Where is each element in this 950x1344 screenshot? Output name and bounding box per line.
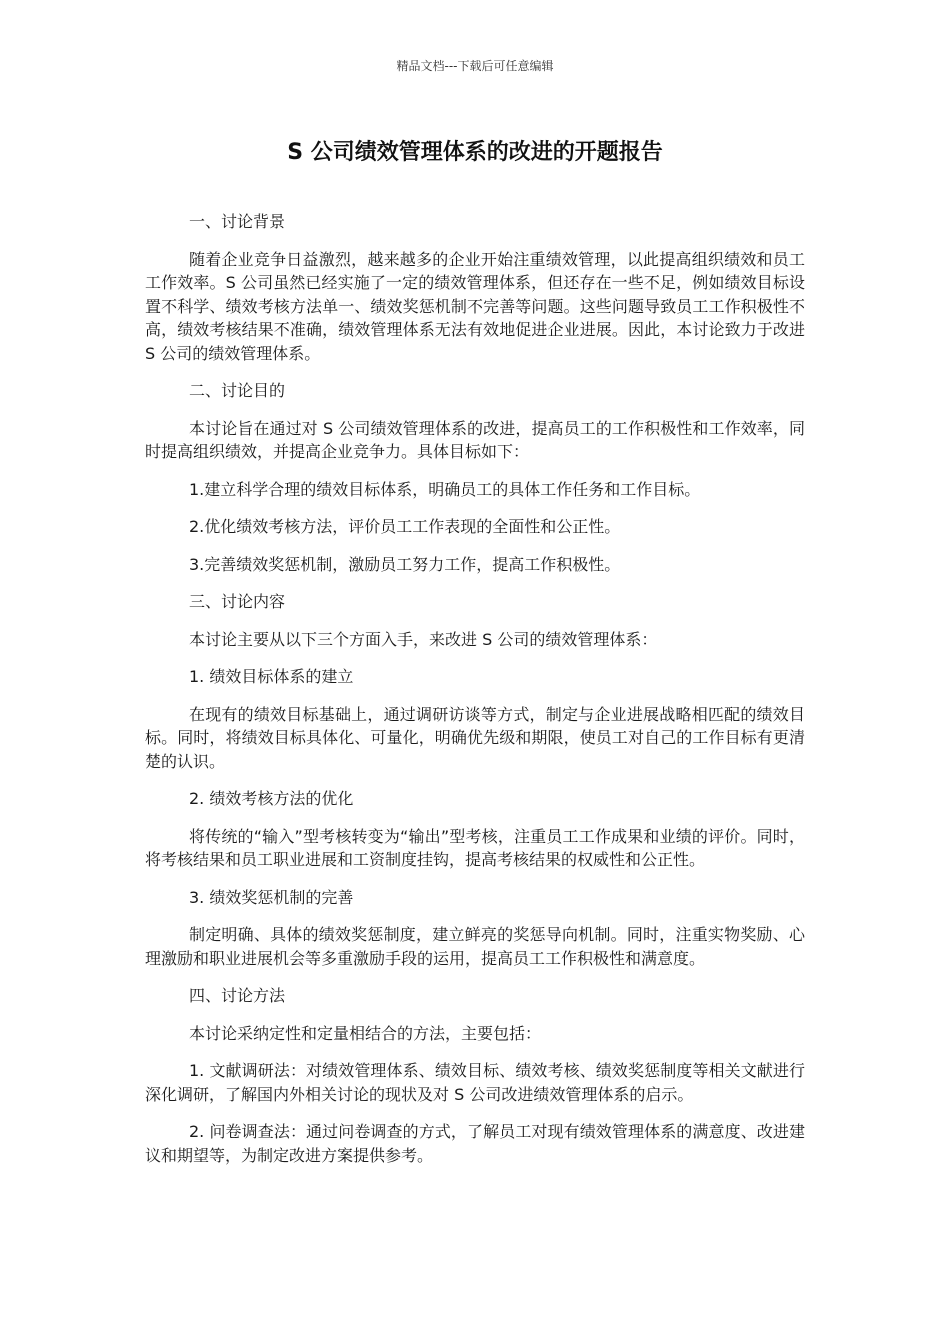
paragraph-background: 随着企业竞争日益激烈，越来越多的企业开始注重绩效管理，以此提高组织绩效和员工工作效率。S 公司虽然已经实施了一定的绩效管理体系，但还存在一些不足，例如绩效目标设置不科学、绩效考核方法单一、绩效奖惩机制不完善等问题。这些问题导致员工工作积极性不高，绩效考核结果不准确，绩效管理体系无法有效地促进企业进展。因此，本讨论致力于改进 S 公司的绩效管理体系。 xyxy=(145,249,805,363)
paragraph-content-intro: 本讨论主要从以下三个方面入手，来改进 S 公司的绩效管理体系： xyxy=(189,629,658,649)
section-heading-content: 三、讨论内容 xyxy=(189,592,286,611)
list-item-goal-1: 1.建立科学合理的绩效目标体系，明确员工的具体工作任务和工作目标。 xyxy=(189,479,701,499)
list-item-method-2: 2. 问卷调查法：通过问卷调查的方式，了解员工对现有绩效管理体系的满意度、改进建议和期望等，为制定改进方案提供参考。 xyxy=(145,1122,805,1165)
section-heading-purpose: 二、讨论目的 xyxy=(189,381,286,400)
list-item-method-1: 1. 文献调研法：对绩效管理体系、绩效目标、绩效考核、绩效奖惩制度等相关文献进行深化调研，了解国内外相关讨论的现状及对 S 公司改进绩效管理体系的启示。 xyxy=(145,1061,805,1104)
document-body xyxy=(145,210,805,1181)
section-heading-method: 四、讨论方法 xyxy=(189,986,286,1005)
paragraph-incentives: 制定明确、具体的绩效奖惩制度，建立鲜亮的奖惩导向机制。同时，注重实物奖励、心理激励和职业进展机会等多重激励手段的运用，提高员工工作积极性和满意度。 xyxy=(145,925,805,968)
subheading-goal-system: 1. 绩效目标体系的建立 xyxy=(189,667,354,686)
subheading-incentives: 3. 绩效奖惩机制的完善 xyxy=(189,887,354,907)
paragraph-purpose: 本讨论旨在通过对 S 公司绩效管理体系的改进，提高员工的工作积极性和工作效率，同时提高组织绩效，并提高企业竞争力。具体目标如下： xyxy=(145,418,805,461)
subheading-assessment: 2. 绩效考核方法的优化 xyxy=(189,789,354,808)
document-title: S 公司绩效管理体系的改进的开题报告 xyxy=(287,140,663,165)
section-heading-background: 一、讨论背景 xyxy=(189,212,286,231)
paragraph-assessment: 将传统的“输入”型考核转变为“输出”型考核，注重员工工作成果和业绩的评价。同时，将考核结果和员工职业进展和工资制度挂钩，提高考核结果的权威性和公正性。 xyxy=(145,826,805,869)
list-item-goal-2: 2.优化绩效考核方法，评价员工工作表现的全面性和公正性。 xyxy=(189,517,621,536)
list-item-goal-3: 3.完善绩效奖惩机制，激励员工努力工作，提高工作积极性。 xyxy=(189,554,621,574)
page-header-note: 精品文档---下载后可任意编辑 xyxy=(396,59,554,73)
paragraph-goal-system: 在现有的绩效目标基础上，通过调研访谈等方式，制定与企业进展战略相匹配的绩效目标。同时，将绩效目标具体化、可量化，明确优先级和期限，使员工对自己的工作目标有更清楚的认识。 xyxy=(145,704,805,771)
paragraph-method-intro: 本讨论采纳定性和定量相结合的方法，主要包括： xyxy=(189,1023,542,1043)
